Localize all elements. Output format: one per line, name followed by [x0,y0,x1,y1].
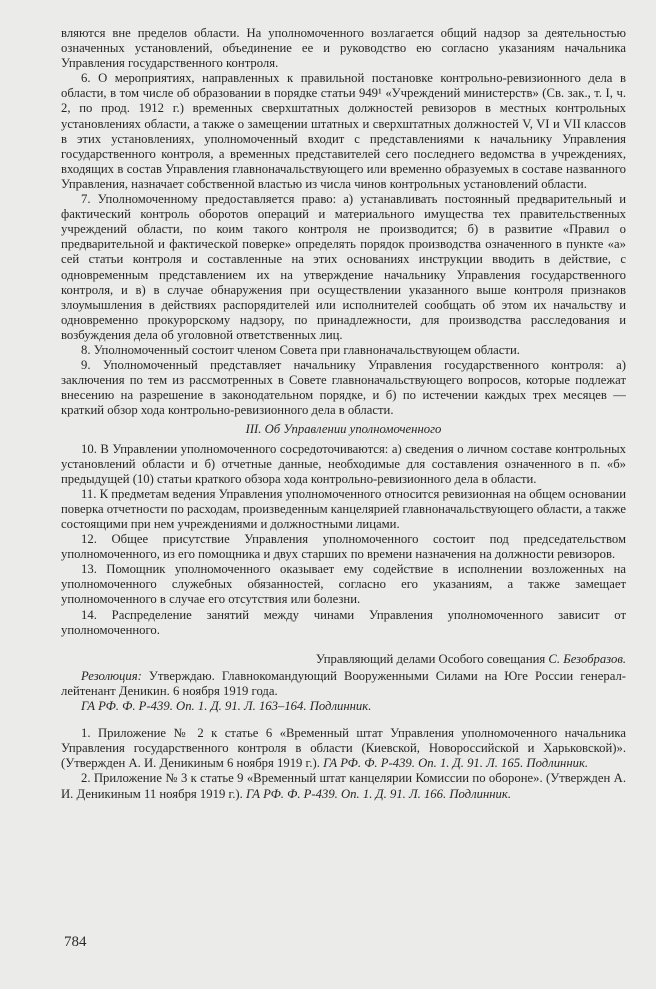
note-1-reference: ГА РФ. Ф. Р-439. Оп. 1. Д. 91. Л. 165. Подлинник. [323,756,589,771]
paragraph-7: 7. Уполномоченному предоставляется право: а) устанавливать постоянный предварительный и фактический контроль оборотов операций и материального имущества тех правительственных учреждений области, по коим такого контроля не производится; б) в развитие «Правил о предварительной и фактической поверке» определять порядок производства означенного в пункте «а» сей статьи контроля и составленные на этих основаниях инструкции вводить в действие, с одновременным представлением их на утверждение начальнику Управления государственного контроля, и в) в случае обнаружения при осуществлении указанного выше контроля признаков злоумышления в действиях распорядителей или исполнителей сообщать об этом их начальству и одновременно прокурорскому надзору, по принадлежности, для производства расследования и возбуждения дела об уголовной ответственных лиц. [61,192,626,342]
paragraph-10: 10. В Управлении уполномоченного сосредоточиваются: а) сведения о личном составе контрольных установлений области и б) отчетные данные, необходимые для составления означенного в п. «б» предыдущей (10) статьи краткого обзора хода контрольно-ревизионного дела в области. [61,441,626,486]
signature-role: Управляющий делами Особого совещания [315,651,546,666]
paragraph-8: 8. Уполномоченный состоит членом Совета при главноначальствующем области. [81,342,520,357]
signature-line [61,652,626,667]
note-2 [61,771,626,801]
paragraph-14: 14. Распределение занятий между чинами Управления уполномоченного зависит от уполномоченного. [61,607,626,637]
paragraph-13: 13. Помощник уполномоченного оказывает ему содействие в исполнении возложенных на уполномоченного служебных обязанностей, согласно его указаниям, а также замещает уполномоченного в случае его отсутствия или болезни. [61,562,626,607]
paragraph-6: 6. О мероприятиях, направленных к правильной постановке контрольно-ревизионного дела в области, в том числе об образовании в порядке статьи 949¹ «Учреждений министерств» (Св. зак., т. I, ч. 2, по прод. 1912 г.) временных сверхштатных должностей ревизоров в местных контрольных установлениях области, а также о замещении штатных и сверхштатных должностей V, VI и VII классов в этих установлениях, уполномоченный входит с представлениями к начальнику Управления государственного контроля, а временных представителей сего последнего ведомства в учреждениях, входящих в состав Управления главноначальствующего или временно образуемых в составе названного Управления, назначает собственной властью из числа чинов контрольных установлений области. [61,71,626,191]
resolution-text: Утверждаю. Главнокомандующий Вооруженными Силами на Юге России генерал-лейтенант Деникин. 6 ноября 1919 года. [61,668,626,698]
page-number: 784 [64,934,87,950]
archive-reference: ГА РФ. Ф. Р-439. Оп. 1. Д. 91. Л. 163–164. Подлинник. [81,699,372,714]
paragraph-9: 9. Уполномоченный представляет начальнику Управления государственного контроля: а) заключения по тем из рассмотренных в Совете главноначальствующего вопросов, которые подлежат внесению на разрешение в законодательном порядке, и б) по истечении каждых трех месяцев — краткий обзор хода контрольно-ревизионного дела в области. [61,358,626,418]
paragraph-11: 11. К предметам ведения Управления уполномоченного относится ревизионная на общем основании поверка отчетности по расходам, произведенным канцелярией главноначальствующего области, а также состоящими при нем учреждениями и должностными лицами. [61,486,626,531]
note-1 [61,726,626,771]
note-1-text: 1. Приложение № 2 к статье 6 «Временный штат Управления уполномоченного начальника Управления государственного контроля в области (Киевской, Новороссийской и Харьковской)». (Утвержден А. И. Деникиным 6 ноября 1919 г.). [61,726,626,771]
signature-name: С. Безобразов. [548,651,626,666]
paragraph-intro: вляются вне пределов области. На уполномоченного возлагается общий надзор за деятельностью означенных установлений, объединение ее и руководство ею согласно указаниям начальника Управления государственного контроля. [61,26,626,71]
section-title: III. Об Управлении уполномоченного [245,422,442,437]
paragraph-12: 12. Общее присутствие Управления уполномоченного состоит под председательством уполномоченного, из его помощника и двух старших по времени назначения на должности ревизоров. [61,532,626,562]
note-2-text: 2. Приложение № 3 к статье 9 «Временный штат канцелярии Комиссии по обороне». (Утвержден А. И. Деникиным 11 ноября 1919 г.). [61,771,626,801]
resolution [61,669,626,699]
resolution-label: Резолюция: [81,668,142,683]
note-2-reference: ГА РФ. Ф. Р-439. Оп. 1. Д. 91. Л. 166. Подлинник. [245,786,511,801]
